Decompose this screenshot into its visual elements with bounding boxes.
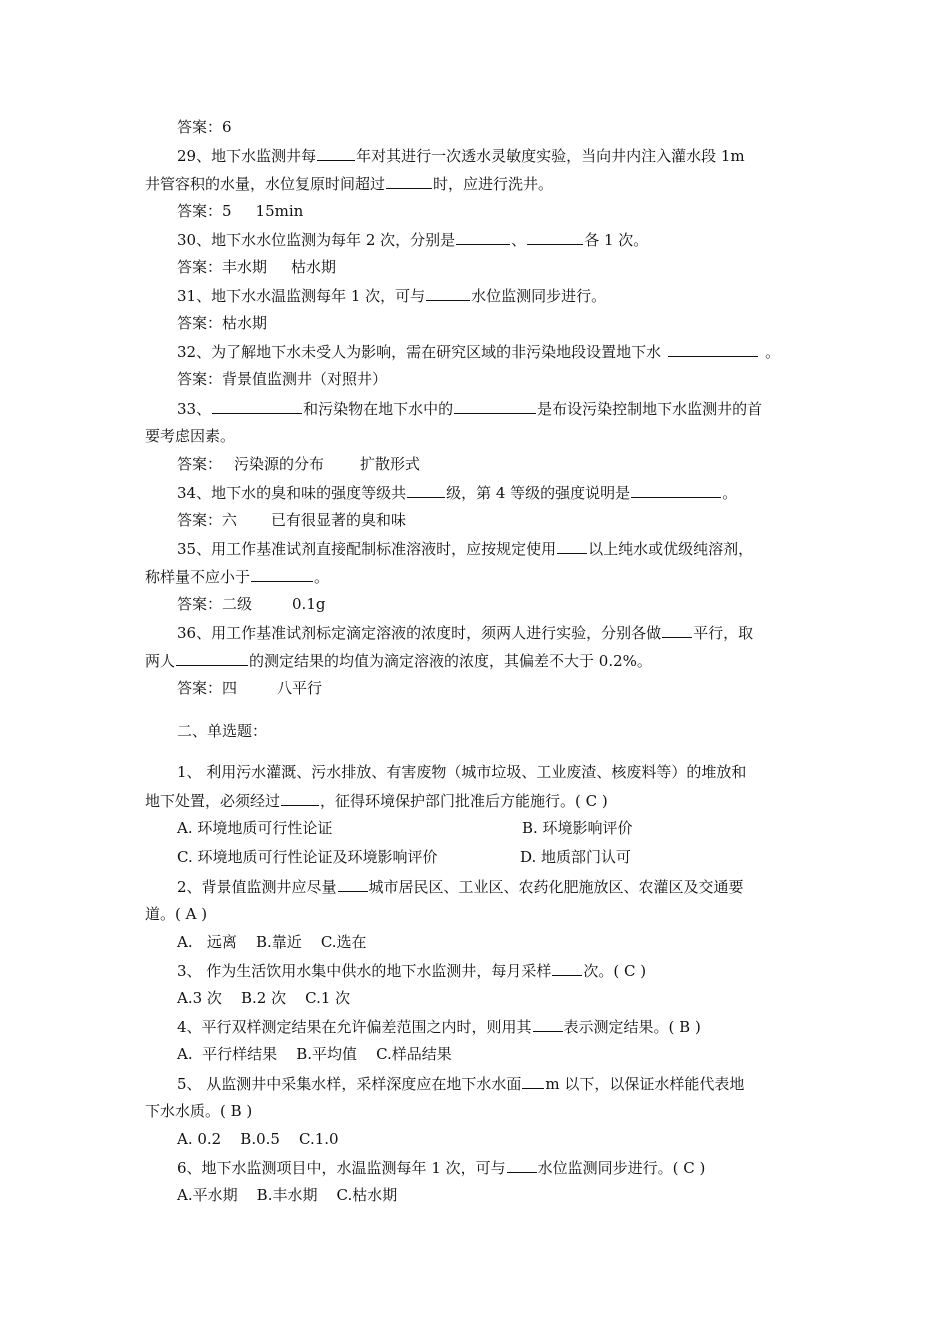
fill-blank <box>317 145 355 161</box>
q-text: 地下处置，必须经过 <box>145 792 281 810</box>
question-33-line2 <box>145 426 815 446</box>
q-text: 5、 从监测井中采集水样，采样深度应在地下水水面 <box>177 1075 522 1093</box>
answer-33 <box>177 454 847 474</box>
question-36-line2 <box>145 650 815 671</box>
fill-blank <box>507 1157 537 1173</box>
answer-text: 扩散形式 <box>360 455 421 473</box>
q-text: 井管容积的水量，水位复原时间超过 <box>145 175 386 193</box>
answer-text: 15min <box>255 202 304 220</box>
q-text: m 以下，以保证水样能代表地 <box>545 1075 745 1093</box>
q-text: 水位监测同步进行。 <box>471 287 607 305</box>
fill-blank <box>662 622 692 638</box>
answer-29 <box>177 201 847 221</box>
q-text: 34、地下水的臭和味的强度等级共 <box>177 484 407 502</box>
section-heading: 二、单选题： <box>177 722 268 740</box>
question-30 <box>177 229 847 250</box>
q-text: ，征得环境保护部门批准后方能施行。( C ) <box>320 792 608 810</box>
q-text: 城市居民区、工业区、农药化肥施放区、农灌区及交通要 <box>368 878 744 896</box>
answer-text: 答案：背景值监测井（对照井） <box>177 370 388 388</box>
q-text: 表示测定结果。( B ) <box>563 1018 701 1036</box>
mcq-6 <box>177 1157 847 1178</box>
q-text: 32、为了解地下水未受人为影响，需在研究区域的非污染地段设置地下水 <box>177 343 662 361</box>
question-33-line1 <box>177 398 847 419</box>
fill-blank <box>386 173 432 189</box>
mcq-1-line1 <box>177 762 847 782</box>
answer-text: 答案：四 <box>177 679 238 697</box>
options: A. 远离 B.靠近 C.选在 <box>177 933 367 951</box>
q-text: 平行，取 <box>693 624 754 642</box>
q-text: 要考虑因素。 <box>145 427 236 445</box>
fill-blank <box>426 285 470 301</box>
mcq-5-line2 <box>145 1101 815 1121</box>
answer-31 <box>177 313 847 333</box>
q-text: 33、 <box>177 400 212 418</box>
q-text: 29、地下水监测井每 <box>177 147 317 165</box>
mcq-5-line1 <box>177 1073 847 1094</box>
q-text: 4、平行双样测定结果在允许偏差范围之内时，则用其 <box>177 1018 532 1036</box>
q-text: 31、地下水水温监测每年 1 次，可与 <box>177 287 426 305</box>
answer-text: 答案：丰水期 <box>177 258 268 276</box>
question-29-line1 <box>177 145 847 166</box>
answer-28 <box>177 117 847 137</box>
answer-text: 已有很显著的臭和味 <box>271 511 407 529</box>
answer-35 <box>177 594 847 614</box>
mcq-5-options <box>177 1129 847 1149</box>
options: A.3 次 B.2 次 C.1 次 <box>177 989 351 1007</box>
answer-text: 答案：二级 <box>177 595 253 613</box>
answer-text: 答案： <box>177 455 223 473</box>
mcq-1-options-cd <box>177 847 847 867</box>
fill-blank <box>533 1016 563 1032</box>
answer-text: 污染源的分布 <box>234 455 325 473</box>
q-text: 。 <box>314 568 330 586</box>
q-text: 以上纯水或优级纯溶剂， <box>588 540 754 558</box>
q-text: 30、地下水水位监测为每年 2 次，分别是 <box>177 231 456 249</box>
q-text: 称样量不应小于 <box>145 568 251 586</box>
fill-blank <box>668 341 758 357</box>
q-text: 36、用工作基准试剂标定滴定溶液的浓度时，须两人进行实验，分别各做 <box>177 624 662 642</box>
fill-blank <box>251 566 313 582</box>
answer-text: 八平行 <box>277 679 323 697</box>
q-text: 级，第 4 等级的强度说明是 <box>446 484 631 502</box>
question-31 <box>177 285 847 306</box>
mcq-3 <box>177 960 847 981</box>
fill-blank <box>281 790 319 806</box>
q-text: 。 <box>722 484 738 502</box>
mcq-2-line1 <box>177 876 847 897</box>
q-text: 两人 <box>145 652 176 670</box>
option-b: B. 环境影响评价 <box>522 819 633 837</box>
option-c: C. 环境地质可行性论证及环境影响评价 <box>177 848 438 866</box>
q-text: 下水水质。( B ) <box>145 1102 253 1120</box>
fill-blank <box>338 876 368 892</box>
fill-blank <box>557 538 587 554</box>
q-text: 时，应进行洗井。 <box>433 175 554 193</box>
answer-text: 答案：6 <box>177 118 232 136</box>
question-35-line2 <box>145 566 815 587</box>
mcq-2-options <box>177 932 847 952</box>
options: A.平水期 B.丰水期 C.枯水期 <box>177 1186 398 1204</box>
q-text: 35、用工作基准试剂直接配制标准溶液时，应按规定使用 <box>177 540 557 558</box>
q-text: 年对其进行一次透水灵敏度实验，当向井内注入灌水段 1m <box>356 147 745 165</box>
question-34 <box>177 482 847 503</box>
fill-blank <box>454 398 536 414</box>
mcq-4-options <box>177 1044 847 1064</box>
question-29-line2 <box>145 173 815 194</box>
fill-blank <box>552 960 582 976</box>
mcq-1-options-ab <box>177 818 847 838</box>
options: A. 平行样结果 B.平均值 C.样品结果 <box>177 1045 452 1063</box>
mcq-2-line2 <box>145 904 815 924</box>
answer-30 <box>177 257 847 277</box>
fill-blank <box>631 482 721 498</box>
question-36-line1 <box>177 622 847 643</box>
section-title <box>177 721 847 741</box>
answer-34 <box>177 510 847 530</box>
q-text: 道。( A ) <box>145 905 208 923</box>
answer-32 <box>177 369 847 389</box>
q-text: 、 <box>511 231 527 249</box>
fill-blank <box>212 398 302 414</box>
q-text: 2、背景值监测井应尽量 <box>177 878 337 896</box>
answer-text: 答案：枯水期 <box>177 314 268 332</box>
options: A. 0.2 B.0.5 C.1.0 <box>177 1130 339 1148</box>
answer-text: 答案：5 <box>177 202 232 220</box>
q-text: 3、 作为生活饮用水集中供水的地下水监测井，每月采样 <box>177 962 552 980</box>
fill-blank <box>456 229 510 245</box>
answer-text: 枯水期 <box>291 258 337 276</box>
option-a: A. 环境地质可行性论证 <box>177 819 333 837</box>
q-text: 水位监测同步进行。( C ) <box>537 1159 706 1177</box>
question-35-line1 <box>177 538 847 559</box>
q-text: 次。( C ) <box>583 962 647 980</box>
q-text: 各 1 次。 <box>584 231 649 249</box>
fill-blank <box>176 650 248 666</box>
mcq-1-line2 <box>145 790 815 811</box>
question-32 <box>177 341 847 362</box>
answer-text: 0.1g <box>292 595 326 613</box>
fill-blank <box>407 482 445 498</box>
mcq-4 <box>177 1016 847 1037</box>
fill-blank <box>522 1073 544 1089</box>
mcq-3-options <box>177 988 847 1008</box>
option-d: D. 地质部门认可 <box>520 848 632 866</box>
answer-36 <box>177 678 847 698</box>
q-text: 6、地下水监测项目中，水温监测每年 1 次，可与 <box>177 1159 506 1177</box>
q-text: 1、 利用污水灌溉、污水排放、有害废物（城市垃圾、工业废渣、核废料等）的堆放和 <box>177 763 747 781</box>
q-text: 和污染物在地下水中的 <box>303 400 454 418</box>
q-text: 是布设污染控制地下水监测井的首 <box>537 400 763 418</box>
q-text: 。 <box>765 343 781 361</box>
answer-text: 答案：六 <box>177 511 238 529</box>
q-text: 的测定结果的均值为滴定溶液的浓度，其偏差不大于 0.2%。 <box>249 652 652 670</box>
fill-blank <box>527 229 583 245</box>
mcq-6-options <box>177 1185 847 1205</box>
